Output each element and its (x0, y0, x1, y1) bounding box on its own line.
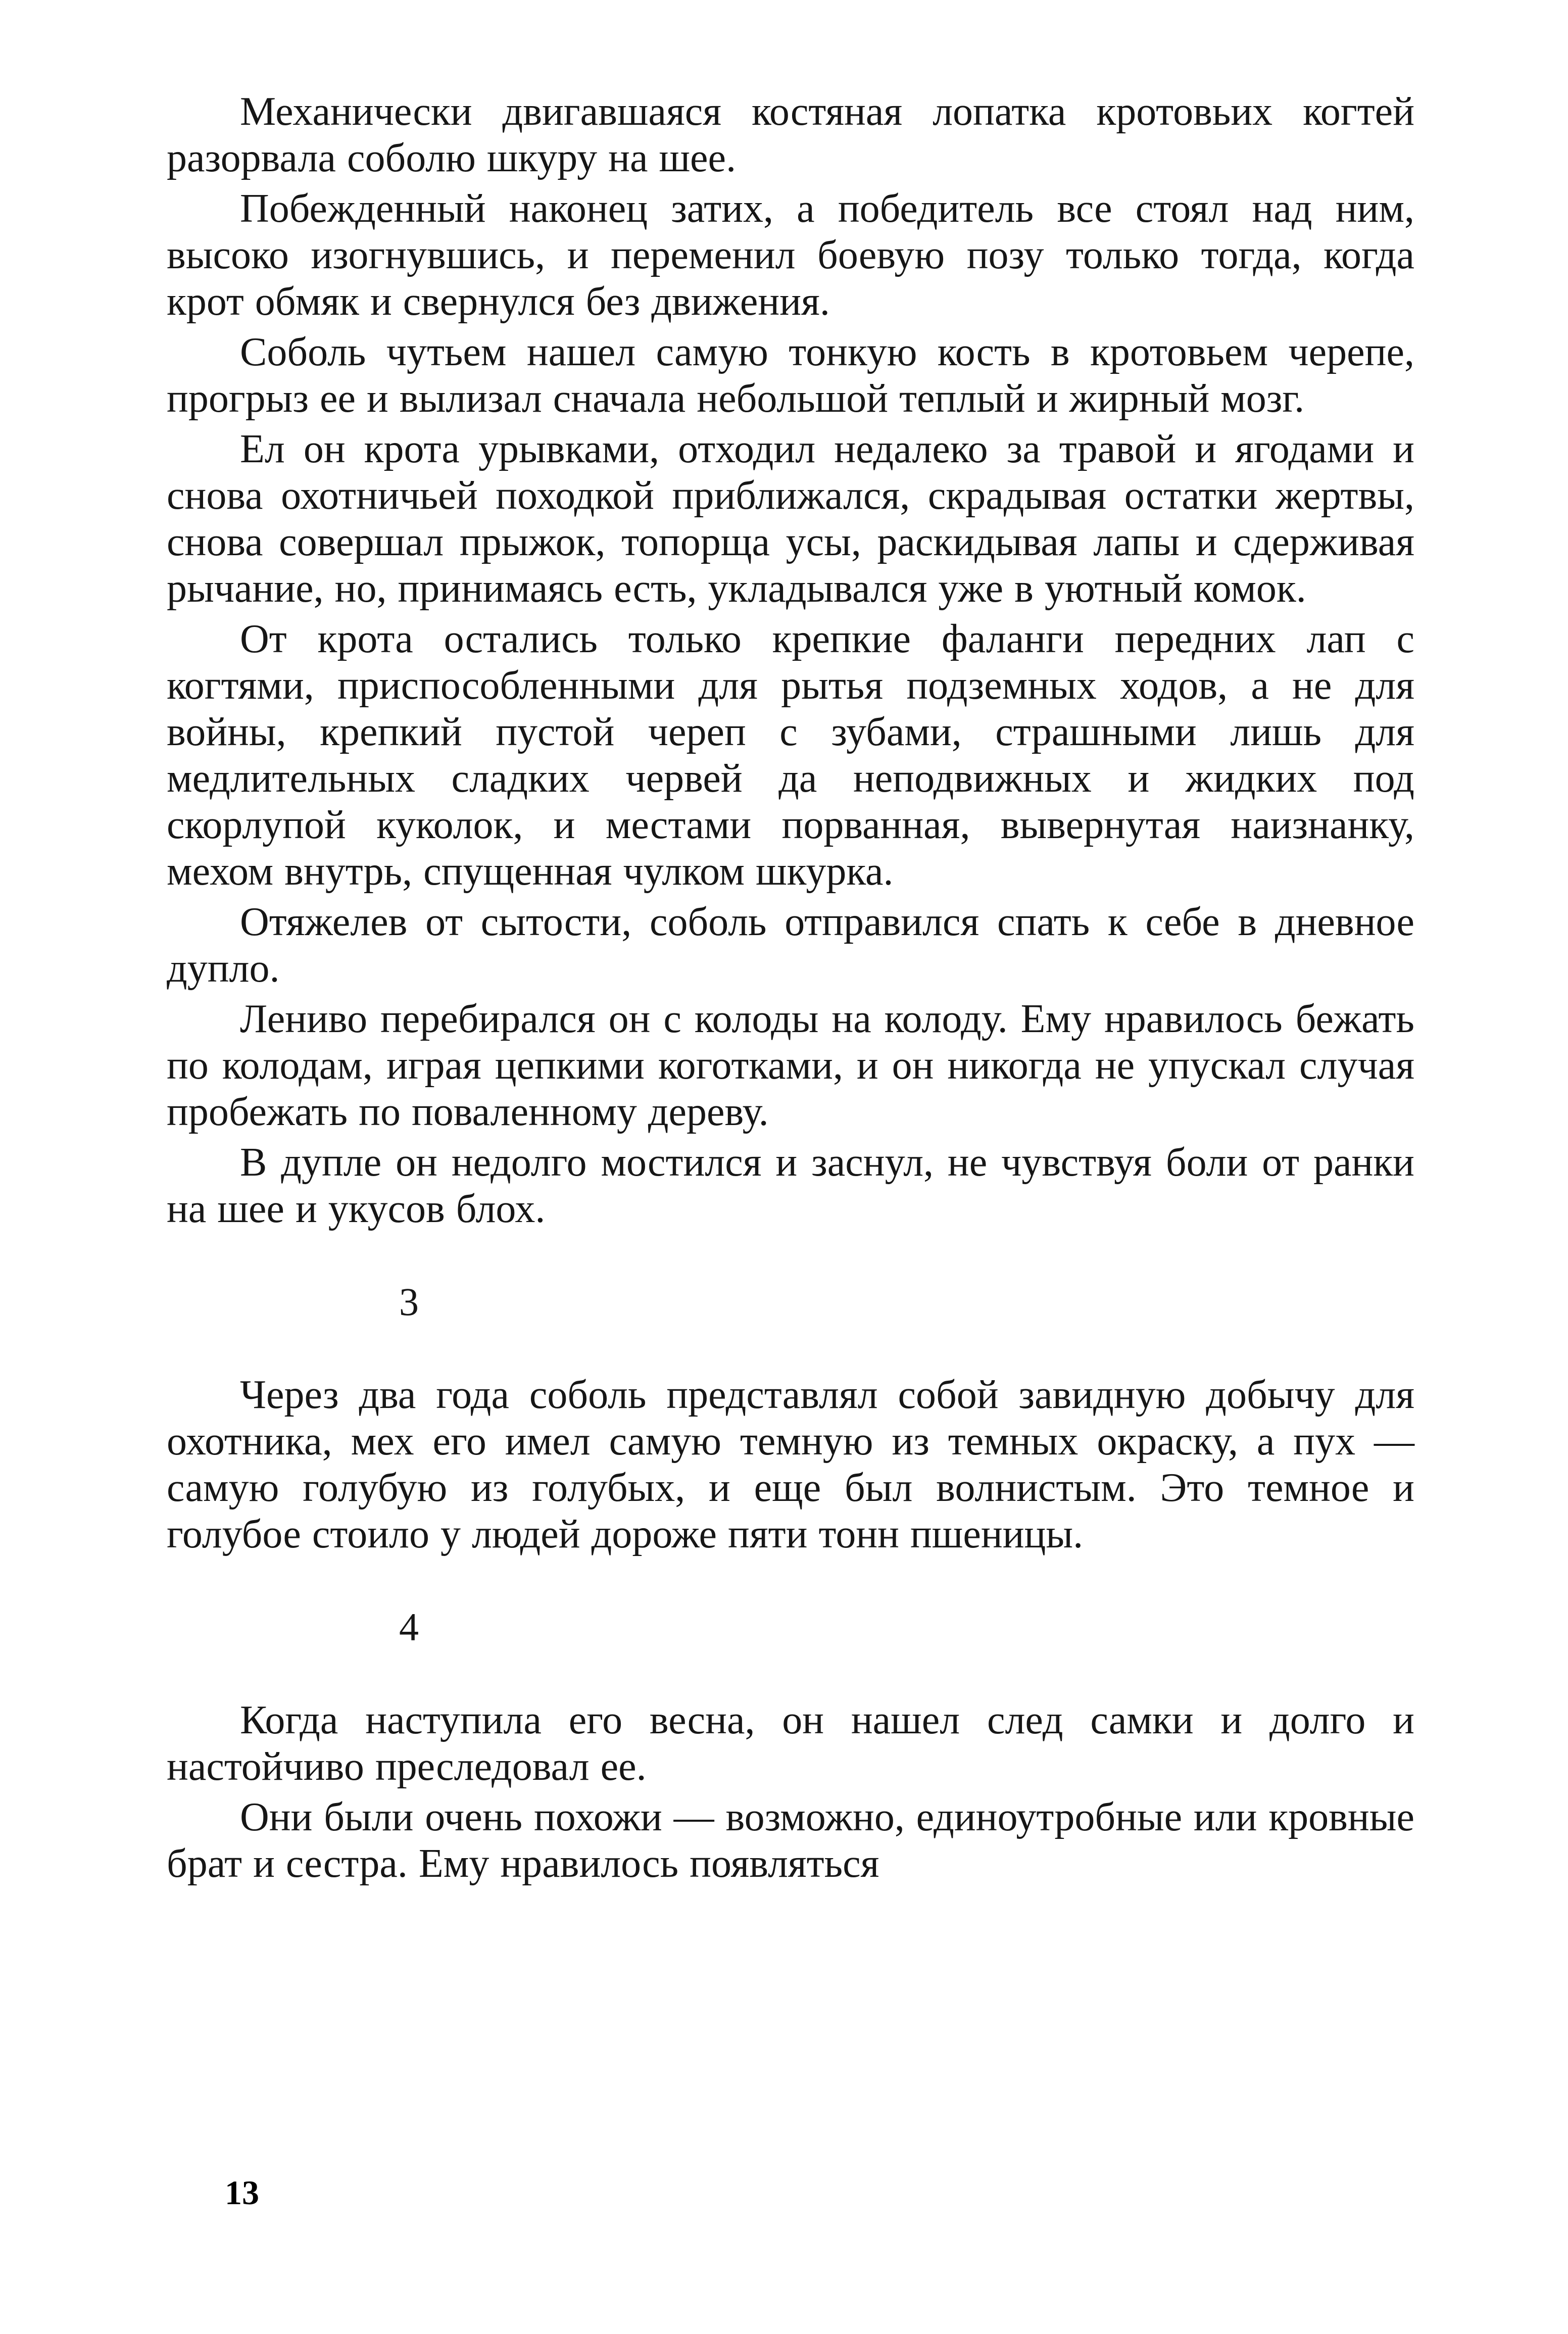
paragraph-5: От крота остались только крепкие фаланги передних лап с когтями, приспособленными для рытья подземных ходов, а не для войны, крепкий пустой череп с зубами, страшными лишь для медлительных сладких червей да неподвижных и жидких под скорлупой куколок, и местами порванная, вывернутая наизнанку, мехом внутрь, спущенная чулком шкурка. (167, 617, 1414, 894)
section-3-paragraph: Через два года соболь представлял собой завидную добычу для охотника, мех его имел самую темную из темных окраску, а пух — самую голубую из голубых, и еще был волнистым. Это темное и голубое стоило у людей дороже пяти тонн пшеницы. (167, 1373, 1414, 1557)
section-number-3: 3 (399, 1280, 419, 1324)
paragraph-3: Соболь чутьем нашел самую тонкую кость в кротовьем черепе, прогрыз ее и вылизал сначала небольшой теплый и жирный мозг. (167, 330, 1414, 421)
section-4-paragraph-1: Когда наступила его весна, он нашел след самки и долго и настойчиво преследовал ее. (167, 1698, 1414, 1789)
paragraph-1: Механически двигавшаяся костяная лопатка кротовьих когтей разорвала соболю шкуру на шее. (167, 89, 1414, 180)
section-4-paragraph-2: Они были очень похожи — возможно, единоутробные или кровные брат и сестра. Ему нравилось появляться (167, 1795, 1414, 1886)
page-number: 13 (225, 2173, 259, 2212)
paragraph-2: Побежденный наконец затих, а победитель все стоял над ним, высоко изогнувшись, и переменил боевую позу только тогда, когда крот обмяк и свернулся без движения. (167, 186, 1414, 324)
book-page (167, 88, 1414, 2276)
paragraph-8: В дупле он недолго мостился и заснул, не чувствуя боли от ранки на шее и укусов блох. (167, 1140, 1414, 1231)
paragraph-4: Ел он крота урывками, отходил недалеко за травой и ягодами и снова охотничьей походкой приближался, скрадывая остатки жертвы, снова совершал прыжок, топорща усы, раскидывая лапы и сдерживая рычание, но, принимаясь есть, укладывался уже в уютный комок. (167, 427, 1414, 611)
paragraph-7: Лениво перебирался он с колоды на колоду. Ему нравилось бежать по колодам, играя цепкими коготками, и он никогда не упускал случая пробежать по поваленному дереву. (167, 997, 1414, 1134)
section-number-4: 4 (399, 1605, 419, 1649)
paragraph-6: Отяжелев от сытости, соболь отправился спать к себе в дневное дупло. (167, 900, 1414, 991)
